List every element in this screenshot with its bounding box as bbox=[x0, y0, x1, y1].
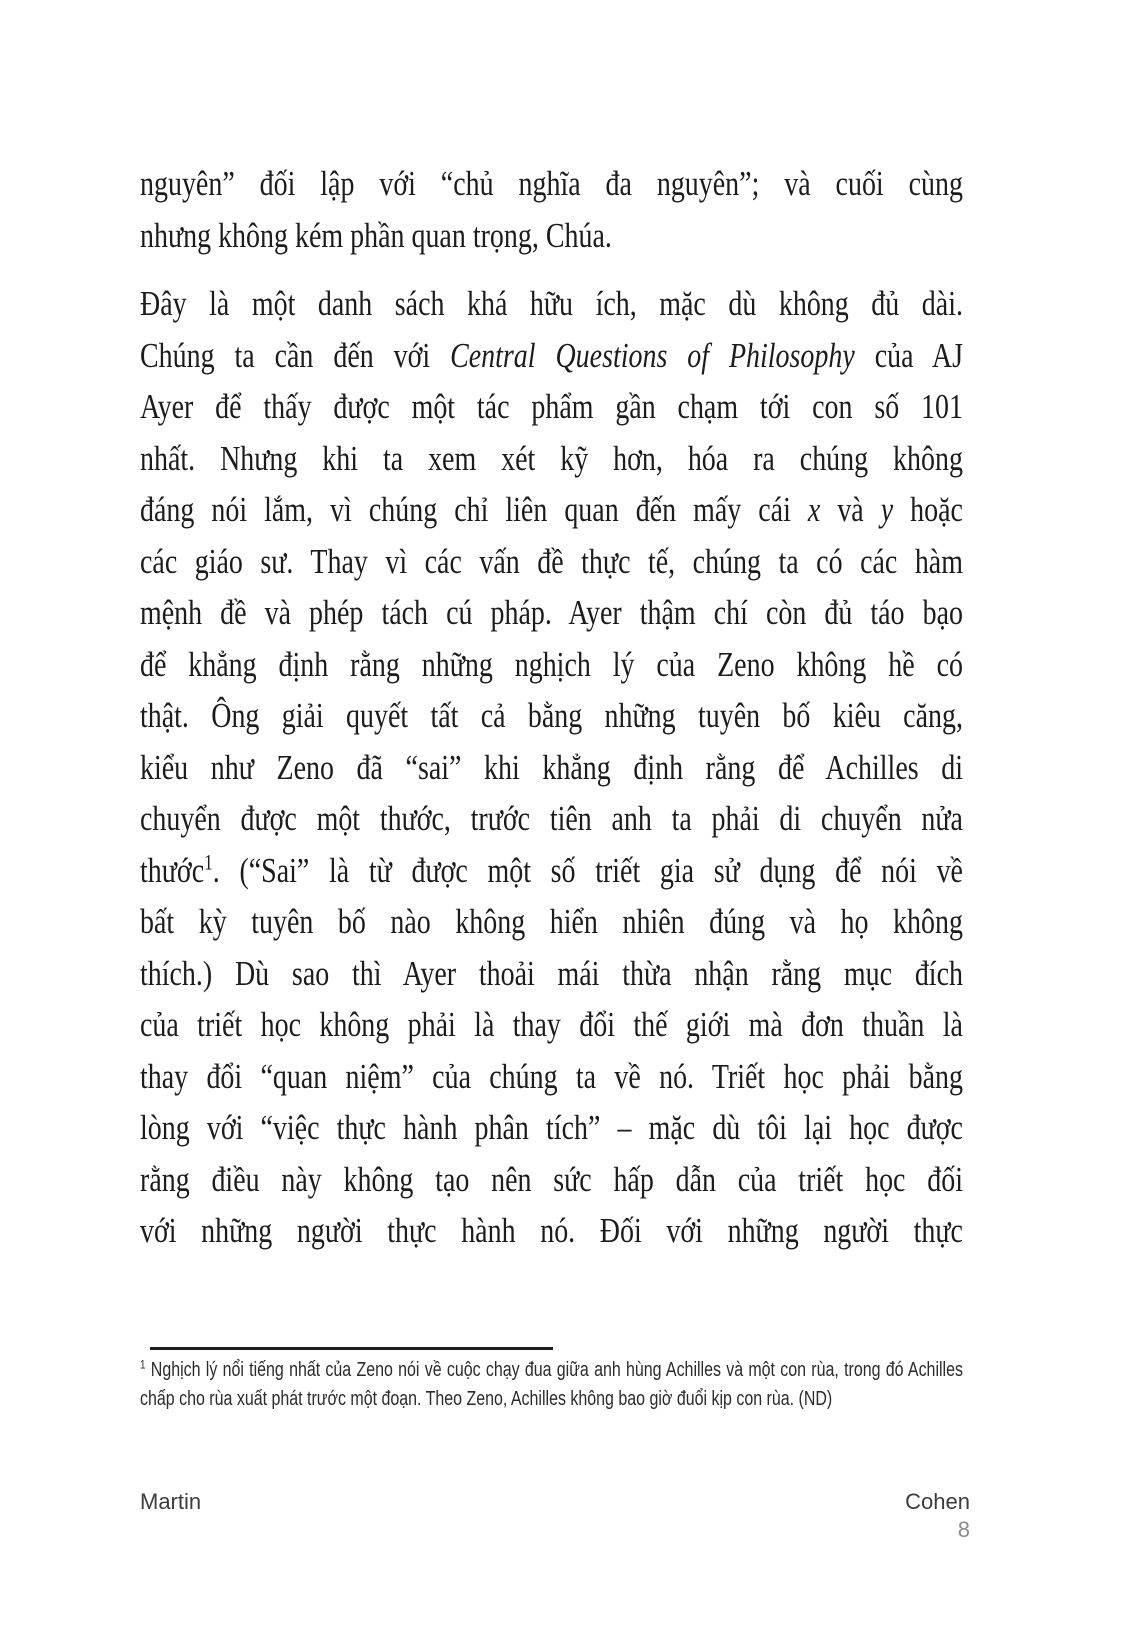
text-segment: . (“Sai” là từ được một số triết gia sử dụng để nói về bbox=[212, 850, 963, 890]
body-line bbox=[140, 1051, 963, 1103]
text-segment: rằng điều này không tạo nên sức hấp dẫn của triết học đối bbox=[140, 1159, 963, 1199]
text-segment: nhất. Nhưng khi ta xem xét kỹ hơn, hóa ra chúng không bbox=[140, 438, 963, 478]
paragraph bbox=[140, 158, 963, 261]
body-line bbox=[140, 999, 963, 1051]
text-segment: với những người thực hành nó. Đối với những người thực bbox=[140, 1211, 963, 1250]
text-segment: nhưng không kém phần quan trọng, Chúa. bbox=[140, 215, 612, 255]
text-segment: bất kỳ tuyên bố nào không hiển nhiên đúng và họ không bbox=[140, 902, 963, 941]
text-segment: thích.) Dù sao thì Ayer thoải mái thừa nhận rằng mục đích bbox=[140, 953, 963, 993]
text-segment: hoặc bbox=[893, 490, 963, 529]
body-line bbox=[140, 536, 963, 588]
footer-author-first-name: Martin bbox=[140, 1489, 202, 1514]
body-line bbox=[140, 896, 963, 948]
body-line bbox=[140, 158, 963, 210]
text-segment: đáng nói lắm, vì chúng chỉ liên quan đến mấy cái bbox=[140, 490, 808, 529]
footnote-line bbox=[140, 1356, 963, 1385]
text-segment: kiểu như Zeno đã “sai” khi khẳng định rằng để Achilles di bbox=[140, 747, 963, 787]
text-segment: thước bbox=[140, 850, 205, 890]
text-segment: nguyên” đối lập với “chủ nghĩa đa nguyên”; và cuối cùng bbox=[140, 164, 963, 203]
body-line bbox=[140, 793, 963, 845]
body-line bbox=[140, 433, 963, 485]
text-segment: Nghịch lý nổi tiếng nhất của Zeno nói về cuộc chạy đua giữa anh hùng Achilles và một con rùa, trong đó Achilles bbox=[145, 1359, 963, 1381]
page-number: 8 bbox=[957, 1517, 970, 1542]
body-text bbox=[140, 158, 963, 1257]
page-footer bbox=[140, 1489, 970, 1515]
text-segment: Chúng ta cần đến với bbox=[140, 335, 451, 375]
body-line bbox=[140, 587, 963, 639]
text-segment: để khẳng định rằng những nghịch lý của Zeno không hề có bbox=[140, 644, 963, 684]
text-segment: lòng với “việc thực hành phân tích” – mặc dù tôi lại học được bbox=[140, 1108, 963, 1147]
text-segment: chấp cho rùa xuất phát trước một đoạn. Theo Zeno, Achilles không bao giờ đuổi kịp con rùa. (ND) bbox=[140, 1388, 833, 1410]
body-line bbox=[140, 381, 963, 433]
footnote-reference-marker: 1 bbox=[140, 1357, 146, 1372]
body-line bbox=[140, 690, 963, 742]
body-line bbox=[140, 742, 963, 794]
body-line bbox=[140, 1154, 963, 1206]
italic-text-segment: y bbox=[880, 490, 894, 529]
footnote-separator bbox=[150, 1347, 553, 1350]
text-segment: các giáo sư. Thay vì các vấn đề thực tế, chúng ta có các hàm bbox=[140, 541, 963, 581]
text-segment: Ayer để thấy được một tác phẩm gần chạm tới con số 101 bbox=[140, 387, 963, 426]
body-line bbox=[140, 845, 963, 897]
body-line bbox=[140, 278, 963, 330]
text-segment: thật. Ông giải quyết tất cả bằng những tuyên bố kiêu căng, bbox=[140, 696, 963, 735]
text-segment: thay đổi “quan niệm” của chúng ta về nó. Triết học phải bằng bbox=[140, 1056, 963, 1096]
body-line bbox=[140, 210, 963, 262]
footnote-line bbox=[140, 1385, 963, 1414]
body-line bbox=[140, 948, 963, 1000]
italic-text-segment: Central Questions of Philosophy bbox=[450, 335, 855, 375]
text-segment: và bbox=[820, 490, 881, 529]
text-segment: của AJ bbox=[854, 335, 963, 375]
paragraph bbox=[140, 278, 963, 1257]
footnote-reference-marker: 1 bbox=[204, 849, 213, 874]
text-segment: Đây là một danh sách khá hữu ích, mặc dù không đủ dài. bbox=[140, 284, 963, 323]
footnote bbox=[140, 1356, 963, 1414]
text-segment: chuyển được một thước, trước tiên anh ta phải di chuyển nửa bbox=[140, 799, 963, 838]
body-line bbox=[140, 1102, 963, 1154]
text-segment: của triết học không phải là thay đổi thế giới mà đơn thuần là bbox=[140, 1005, 963, 1044]
italic-text-segment: x bbox=[807, 490, 821, 529]
body-line bbox=[140, 639, 963, 691]
text-segment: mệnh đề và phép tách cú pháp. Ayer thậm chí còn đủ táo bạo bbox=[140, 593, 963, 632]
body-line bbox=[140, 484, 963, 536]
body-line bbox=[140, 330, 963, 382]
body-line bbox=[140, 1205, 963, 1257]
footer-author-last-name: Cohen bbox=[905, 1489, 970, 1514]
